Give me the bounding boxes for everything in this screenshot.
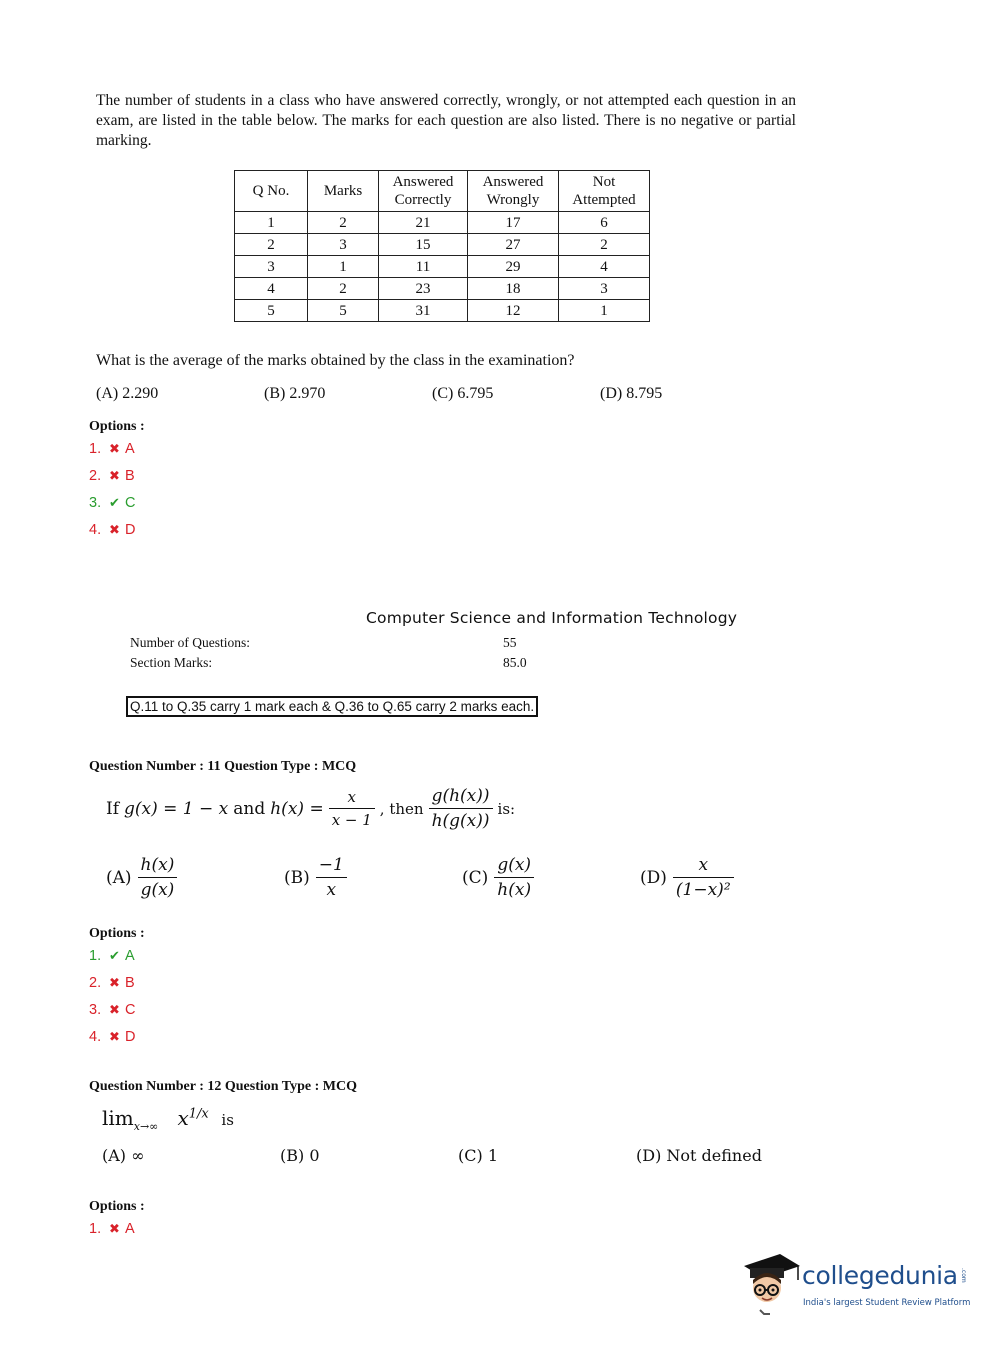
num-questions-value: 55 [503, 635, 517, 650]
q12-choice-c: (C) 1 [458, 1146, 498, 1165]
q11-choice-d-den: (1−x)² [675, 880, 731, 900]
q11-stem-then: , then [379, 799, 424, 818]
scores-table [234, 170, 650, 322]
check-icon: ✔ [109, 948, 120, 963]
q12-lim-sub: x→∞ [133, 1120, 159, 1133]
table-cell: 5 [235, 300, 308, 322]
option-number: 4. [89, 1029, 102, 1045]
q11-choice-b-label: (B) [284, 867, 310, 888]
cross-icon: ✖ [109, 1221, 120, 1236]
q11-stem-h-den: x − 1 [331, 811, 372, 829]
q10-choice-d: (D) 8.795 [600, 385, 663, 402]
q11-choice-a-den: g(x) [140, 880, 175, 900]
option-number: 1. [89, 441, 102, 457]
q10-choice-a: (A) 2.290 [96, 385, 159, 402]
q11-stem-ratio-num: g(h(x)) [429, 786, 493, 809]
col-wrong: Answered Wrongly [468, 171, 559, 212]
q11-choice-b-den: x [326, 880, 337, 900]
table-cell: 1 [308, 256, 379, 278]
option-number: 3. [89, 1002, 102, 1018]
option-letter: C [125, 1002, 136, 1018]
answer-option [89, 1221, 135, 1248]
answer-option [89, 441, 135, 468]
answer-option [89, 495, 135, 522]
q11-choice-d [640, 855, 734, 900]
q12-options-label: Options : [89, 1199, 145, 1214]
q11-choice-a-num: h(x) [138, 855, 178, 878]
q11-stem-and: and [233, 798, 266, 819]
num-questions-label: Number of Questions: [130, 635, 250, 650]
cross-icon: ✖ [109, 441, 120, 456]
table-cell: 17 [468, 212, 559, 234]
option-number: 1. [89, 948, 102, 964]
table-header-row [235, 171, 650, 212]
table-cell: 4 [235, 278, 308, 300]
q12-choice-a: (A) ∞ [102, 1146, 145, 1165]
option-letter: B [125, 975, 135, 991]
cross-icon: ✖ [109, 468, 120, 483]
q11-stem-is: is: [497, 799, 516, 818]
table-cell: 4 [559, 256, 650, 278]
table-cell: 11 [379, 256, 468, 278]
q11-choice-c [462, 855, 534, 900]
col-correct: Answered Correctly [379, 171, 468, 212]
q12-choice-b: (B) 0 [280, 1146, 320, 1165]
q11-stem-h-fraction [329, 788, 375, 829]
table-cell: 1 [235, 212, 308, 234]
q12-lim: lim [102, 1106, 134, 1130]
table-row [235, 278, 650, 300]
q12-expr-sup: 1/x [188, 1106, 209, 1122]
option-letter: D [125, 1029, 136, 1045]
col-not-attempted: Not Attempted [559, 171, 650, 212]
q12-header: Question Number : 12 Question Type : MCQ [89, 1079, 357, 1094]
option-letter: D [125, 522, 136, 538]
col-qno: Q No. [235, 171, 308, 212]
answer-option [89, 468, 135, 495]
answer-option [89, 1029, 135, 1056]
q12-choice-d: (D) Not defined [636, 1146, 762, 1165]
table-cell: 3 [308, 234, 379, 256]
table-cell: 23 [379, 278, 468, 300]
q11-choice-c-label: (C) [462, 867, 489, 888]
q11-choice-c-den: h(x) [497, 880, 532, 900]
q11-choice-d-frac [673, 855, 734, 900]
option-letter: A [125, 1221, 135, 1237]
q10-options-list [89, 441, 135, 549]
option-letter: A [125, 441, 135, 457]
table-cell: 6 [559, 212, 650, 234]
table-cell: 12 [468, 300, 559, 322]
option-number: 1. [89, 1221, 102, 1237]
section-marks-value: 85.0 [503, 655, 527, 670]
q10-options-label: Options : [89, 419, 145, 434]
option-number: 4. [89, 522, 102, 538]
q11-stem [106, 786, 515, 831]
cross-icon: ✖ [109, 1002, 120, 1017]
q12-expr: x [177, 1106, 189, 1130]
q12-stem [102, 1106, 234, 1133]
table-cell: 27 [468, 234, 559, 256]
q12-options-list [89, 1221, 135, 1248]
q11-choice-a-label: (A) [106, 867, 132, 888]
brand-logo[interactable] [740, 1250, 980, 1320]
q11-choice-c-num: g(x) [494, 855, 534, 878]
cross-icon: ✖ [109, 975, 120, 990]
cross-icon: ✖ [109, 1029, 120, 1044]
q11-options-label: Options : [89, 926, 145, 941]
q11-choice-b-num: −1 [316, 855, 347, 878]
option-number: 2. [89, 468, 102, 484]
table-body [235, 212, 650, 322]
q11-stem-ratio-den: h(g(x)) [431, 811, 490, 831]
col-marks: Marks [308, 171, 379, 212]
section-title: Computer Science and Information Technology [366, 609, 738, 627]
brand-name: collegedunia [802, 1261, 958, 1290]
q11-choice-a-frac [138, 855, 178, 900]
q10-question: What is the average of the marks obtained by the class in the examination? [96, 352, 575, 369]
q10-choice-c: (C) 6.795 [432, 385, 494, 402]
brand-tagline: India's largest Student Review Platform [803, 1298, 971, 1308]
q11-choice-d-num: x [673, 855, 734, 878]
q11-choice-b [284, 855, 347, 900]
table-cell: 18 [468, 278, 559, 300]
check-icon: ✔ [109, 495, 120, 510]
marks-note: Q.11 to Q.35 carry 1 mark each & Q.36 to Q.65 carry 2 marks each. [126, 696, 538, 717]
answer-option [89, 522, 135, 549]
option-letter: C [125, 495, 136, 511]
mascot-icon [740, 1250, 802, 1320]
q11-choice-a [106, 855, 177, 900]
q12-is: is [221, 1111, 234, 1129]
q10-choice-b: (B) 2.970 [264, 385, 326, 402]
answer-option [89, 1002, 135, 1029]
table-cell: 5 [308, 300, 379, 322]
table-cell: 15 [379, 234, 468, 256]
option-number: 2. [89, 975, 102, 991]
table-cell: 2 [559, 234, 650, 256]
table-row [235, 212, 650, 234]
section-marks-label: Section Marks: [130, 655, 213, 670]
q11-header: Question Number : 11 Question Type : MCQ [89, 759, 357, 774]
table-row [235, 234, 650, 256]
q11-choice-d-label: (D) [640, 867, 667, 888]
table-cell: 3 [559, 278, 650, 300]
q11-choice-b-frac [316, 855, 347, 900]
option-letter: B [125, 468, 135, 484]
answer-option [89, 975, 135, 1002]
option-number: 3. [89, 495, 102, 511]
q11-stem-ratio [429, 786, 493, 831]
table-cell: 2 [308, 212, 379, 234]
table-cell: 31 [379, 300, 468, 322]
table-cell: 1 [559, 300, 650, 322]
q11-stem-g: g(x) = 1 − x [124, 798, 229, 819]
table-cell: 3 [235, 256, 308, 278]
q11-stem-h-num: x [329, 788, 375, 809]
table-row [235, 256, 650, 278]
q11-choice-c-frac [494, 855, 534, 900]
table-cell: 29 [468, 256, 559, 278]
brand-com: .com [960, 1268, 967, 1283]
answer-option [89, 948, 135, 975]
q11-stem-if: If [106, 798, 120, 819]
table-cell: 2 [308, 278, 379, 300]
q11-options-list [89, 948, 135, 1056]
q11-stem-h: h(x) = [270, 798, 324, 819]
intro-paragraph: The number of students in a class who have answered correctly, wrongly, or not attempted each question in an exam, are listed in the table below. The marks for each question are also listed. There is no negative or partial marking. [96, 92, 796, 149]
cross-icon: ✖ [109, 522, 120, 537]
option-letter: A [125, 948, 135, 964]
table-cell: 21 [379, 212, 468, 234]
table-cell: 2 [235, 234, 308, 256]
table-row [235, 300, 650, 322]
